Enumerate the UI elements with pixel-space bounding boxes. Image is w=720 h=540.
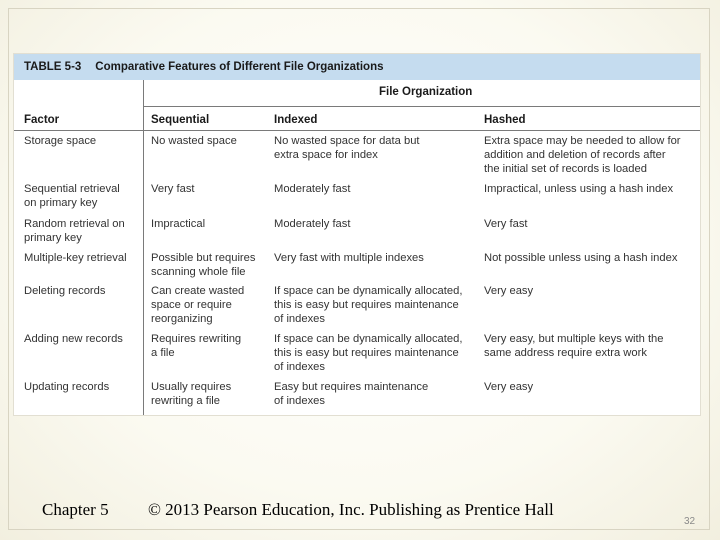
- cell-indexed: Very fast with multiple indexes: [274, 252, 424, 264]
- cell-factor: Updating records: [24, 381, 110, 393]
- cell-sequential: Can create wasted space or require reorganizing: [151, 285, 245, 326]
- cell-factor: Sequential retrieval on primary key: [24, 183, 120, 210]
- cell-hashed: Not possible unless using a hash index: [484, 252, 678, 264]
- column-header-hashed: Hashed: [484, 114, 526, 126]
- table-label: TABLE 5-3: [24, 61, 82, 73]
- cell-factor: Adding new records: [24, 333, 123, 345]
- footer-copyright: © 2013 Pearson Education, Inc. Publishing as Prentice Hall: [148, 500, 554, 519]
- cell-hashed: Very easy: [484, 285, 534, 297]
- group-header: File Organization: [379, 86, 473, 98]
- cell-hashed: Extra space may be needed to allow for addition and deletion of records after the initial set of records is loaded: [484, 135, 681, 176]
- table-figure: [14, 54, 700, 415]
- cell-hashed: Very easy, but multiple keys with the same address require extra work: [484, 333, 664, 360]
- column-header-sequential: Sequential: [151, 114, 210, 126]
- table-title: Comparative Features of Different File Organizations: [95, 61, 384, 73]
- cell-sequential: Possible but requires scanning whole file: [151, 252, 256, 279]
- cell-indexed: Moderately fast: [274, 183, 351, 195]
- cell-sequential: Requires rewriting a file: [151, 333, 242, 360]
- cell-factor: Multiple-key retrieval: [24, 252, 127, 264]
- cell-factor: Deleting records: [24, 285, 106, 297]
- column-header-factor: Factor: [24, 114, 60, 126]
- rule-group-top: [143, 106, 700, 107]
- table-title-bar: [14, 54, 700, 80]
- rule-vertical: [143, 80, 144, 415]
- cell-factor: Storage space: [24, 135, 97, 147]
- cell-sequential: Impractical: [151, 218, 206, 230]
- cell-hashed: Very fast: [484, 218, 528, 230]
- cell-sequential: No wasted space: [151, 135, 237, 147]
- cell-indexed: No wasted space for data but extra space for index: [274, 135, 420, 162]
- cell-indexed: Moderately fast: [274, 218, 351, 230]
- page-number: 32: [684, 516, 696, 527]
- cell-indexed: If space can be dynamically allocated, this is easy but requires maintenance of indexes: [274, 333, 463, 374]
- rule-header-bottom: [14, 130, 700, 131]
- cell-sequential: Usually requires rewriting a file: [151, 381, 232, 408]
- cell-hashed: Very easy: [484, 381, 534, 393]
- cell-indexed: If space can be dynamically allocated, this is easy but requires maintenance of indexes: [274, 285, 463, 326]
- cell-indexed: Easy but requires maintenance of indexes: [274, 381, 429, 408]
- cell-factor: Random retrieval on primary key: [24, 218, 125, 245]
- footer-chapter: Chapter 5: [42, 500, 109, 519]
- column-header-indexed: Indexed: [274, 114, 318, 126]
- cell-hashed: Impractical, unless using a hash index: [484, 183, 674, 195]
- cell-sequential: Very fast: [151, 183, 195, 195]
